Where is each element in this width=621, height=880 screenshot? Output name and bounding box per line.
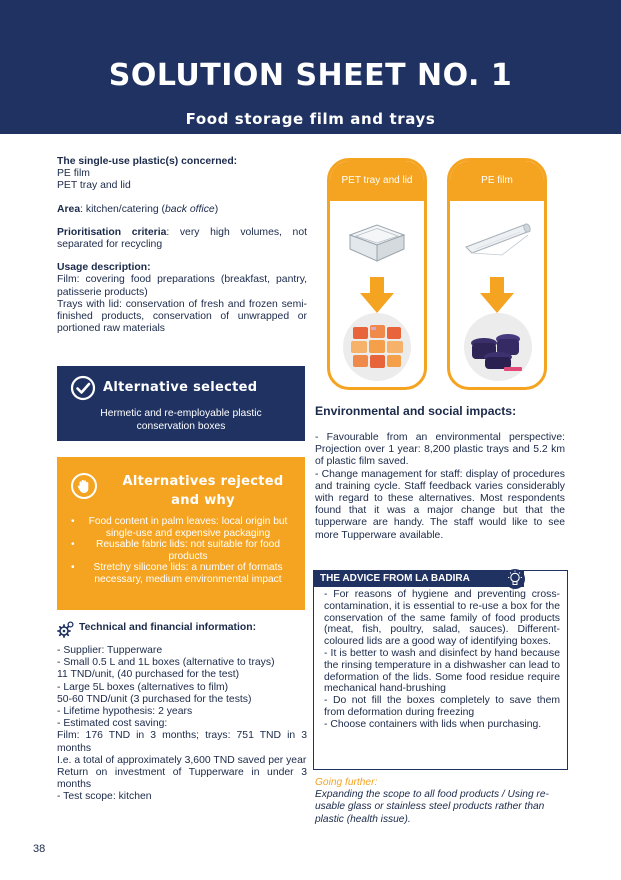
advice-point: - Do not fill the boxes completely to save them from deformation during freezing (324, 695, 560, 718)
rejected-title-line2: and why (171, 493, 235, 508)
tech-line: 11 TND/unit, (40 purchased for the test) (57, 669, 240, 681)
alternative-selected-box (57, 366, 305, 441)
environment-title: Environmental and social impacts: (315, 404, 517, 418)
alternative-selected-title: Alternative selected (103, 380, 258, 395)
area-close: ) (214, 203, 219, 215)
environment-p2: - Change management for staff: display of procedures and training cycle. Staff feedback varies considerably with regard to these alternatives. Most respondents found that it was a major change but that the tupperware are handy. The staff would like to see more Tupperware available. (315, 468, 565, 541)
advice-box (313, 570, 568, 770)
tech-line: - Estimated cost saving: (57, 718, 168, 730)
gears-icon (57, 620, 75, 638)
tech-line: - Small 0.5 L and 1L boxes (alternative to trays) (57, 657, 275, 669)
page-title: SOLUTION SHEET NO. 1 (108, 58, 513, 93)
pe-film-column (447, 158, 547, 390)
tupperware-boxes-image (343, 313, 411, 381)
advice-tab (314, 571, 524, 587)
advice-point: - For reasons of hygiene and preventing cross-contamination, it is essential to re-use a box for the conservation of the same family of food products (meat, fish, poultry, salad, sauces). Different-coloured lids are a good way of identifying boxes. (324, 589, 560, 648)
tech-line: Film: 176 TND in 3 months; trays: 751 TND in 3 months (57, 730, 307, 754)
stop-hand-icon (70, 472, 98, 500)
pet-tray-column (327, 158, 427, 390)
page-number: 38 (33, 843, 46, 855)
technical-section (57, 622, 307, 804)
concerned-label: The single-use plastic(s) concerned: (57, 156, 238, 167)
arrow-down-icon (360, 277, 394, 313)
advice-title: THE ADVICE FROM LA BADIRA (320, 573, 470, 584)
priority-label: Prioritisation criteria (57, 226, 167, 238)
alternatives-rejected-title (103, 472, 303, 510)
going-further-text: Expanding the scope to all food products / Using re-usable glass or stainless steel products rather than plastic (health issue). (315, 789, 549, 825)
tech-line: - Lifetime hypothesis: 2 years (57, 706, 193, 718)
alternatives-rejected-box (57, 457, 305, 610)
area-section (57, 204, 307, 216)
tech-line: - Supplier: Tupperware (57, 645, 163, 656)
concerned-item: PET tray and lid (57, 180, 131, 192)
pet-tray-image (344, 215, 410, 269)
priority-section (57, 227, 307, 251)
rejected-item: • Stretchy silicone lids: a number of formats necessary, medium environmental impact (73, 562, 295, 585)
advice-point: - It is better to wash and disinfect by hand because the rinsing temperature in a dishwasher can lead to deformation of the lids. Some food residue require mechanical hand-brushing (324, 647, 560, 695)
usage-film: Film: covering food preparations (breakfast, pantry, patisserie products) (57, 274, 307, 298)
advice-text (324, 589, 560, 731)
pe-film-image (462, 219, 534, 265)
environment-text (315, 432, 565, 542)
rejected-title-line1: Alternatives rejected (122, 474, 284, 489)
tech-line: Return on investment of Tupperware in under 3 months (57, 767, 307, 791)
pe-film-caption: PE film (450, 161, 544, 201)
rejected-list (73, 516, 295, 586)
tech-line: - Test scope: kitchen (57, 791, 152, 803)
technical-title: Technical and financial information: (79, 622, 257, 633)
going-further (315, 777, 565, 826)
environment-p1: - Favourable from an environmental perspective: Projection over 1 year: 8,200 plastic trays and 5.2 km of plastic film saved. (315, 432, 565, 468)
storage-containers-image (464, 313, 532, 381)
plastic-info (57, 156, 307, 346)
area-note: back office (165, 203, 215, 215)
advice-point: - Choose containers with lids when purchasing. (324, 718, 542, 730)
usage-trays: Trays with lid: conservation of fresh and frozen semi-finished products, conservation of unwrapped or portioned raw materials (57, 298, 307, 335)
rejected-item: • Reusable fabric lids: not suitable for food products (73, 539, 295, 562)
page-subtitle: Food storage film and trays (185, 110, 436, 128)
pet-tray-caption: PET tray and lid (330, 161, 424, 201)
tech-line: 50-60 TND/unit (3 purchased for the tests) (57, 693, 252, 705)
concerned-item: PE film (57, 168, 90, 180)
lightbulb-icon (504, 568, 526, 590)
usage-section (57, 262, 307, 335)
tech-line: - Large 5L boxes (alternatives to film) (57, 681, 229, 693)
concerned-section (57, 156, 307, 193)
technical-heading (57, 622, 307, 638)
going-further-label: Going further: (315, 777, 378, 788)
arrow-down-icon (480, 277, 514, 313)
header-banner (0, 0, 621, 134)
priority-value: : very high volumes, not separated for recycling (57, 226, 307, 251)
check-circle-icon (70, 375, 96, 401)
alternative-selected-body: Hermetic and re-employable plastic conservation boxes (100, 408, 262, 432)
area-value: : kitchen/catering ( (80, 203, 166, 215)
rejected-item: • Food content in palm leaves: local origin but single-use and expensive packaging (73, 516, 295, 539)
usage-label: Usage description: (57, 262, 151, 274)
area-label: Area (57, 203, 81, 215)
tech-line: I.e. a total of approximately 3,600 TND saved per year (57, 754, 307, 766)
